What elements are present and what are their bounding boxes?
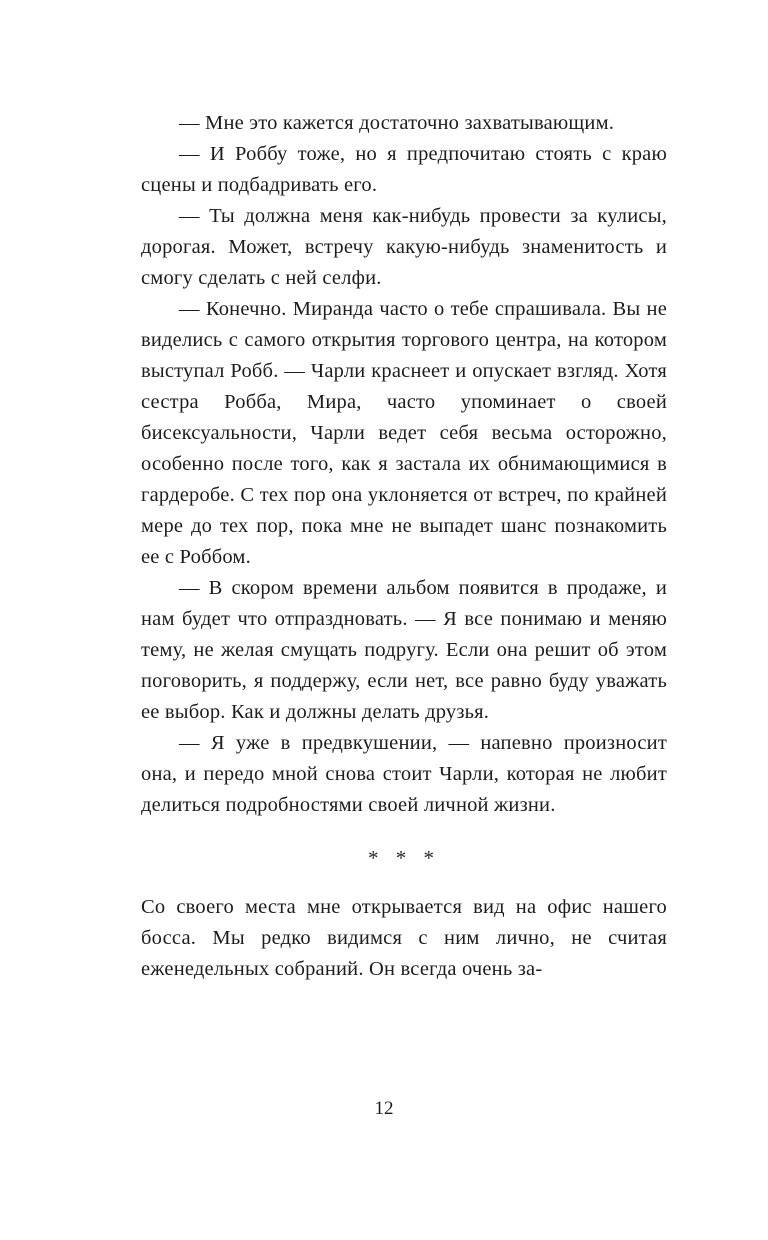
- page-number: 12: [374, 1098, 394, 1119]
- paragraph: — Ты должна меня как-нибудь провести за кулисы, дорогая. Может, встречу какую-нибудь знаменитость и смогу сделать с ней селфи.: [141, 205, 667, 289]
- page-content: [141, 108, 667, 985]
- paragraph: Со своего места мне открывается вид на офис нашего босса. Мы редко видимся с ним лично, не считая еженедельных собраний. Он всегда очень за-: [141, 896, 667, 980]
- paragraph: — Мне это кажется достаточно захватывающим.: [179, 112, 615, 134]
- paragraph: — И Роббу тоже, но я предпочитаю стоять с краю сцены и подбадривать его.: [141, 143, 667, 196]
- paragraph: — Конечно. Миранда часто о тебе спрашивала. Вы не виделись с самого открытия торгового центра, на котором выступал Робб. — Чарли краснеет и опускает взгляд. Хотя сестра Робба, Мира, часто упоминает о своей бисексуальности, Чарли ведет себя весьма осторожно, особенно после того, как я застала их обнимающимися в гардеробе. С тех пор она уклоняется от встреч, по крайней мере до тех пор, пока мне не выпадет шанс познакомить ее с Роббом.: [141, 298, 667, 568]
- scene-break-separator: * * *: [368, 846, 440, 870]
- paragraph: — Я уже в предвкушении, — напевно произносит она, и передо мной снова стоит Чарли, которая не любит делиться подробностями своей личной жизни.: [141, 732, 667, 816]
- paragraph: — В скором времени альбом появится в продаже, и нам будет что отпраздновать. — Я все понимаю и меняю тему, не желая смущать подругу. Если она решит об этом поговорить, я поддержу, если нет, все равно буду уважать ее выбор. Как и должны делать друзья.: [141, 577, 667, 723]
